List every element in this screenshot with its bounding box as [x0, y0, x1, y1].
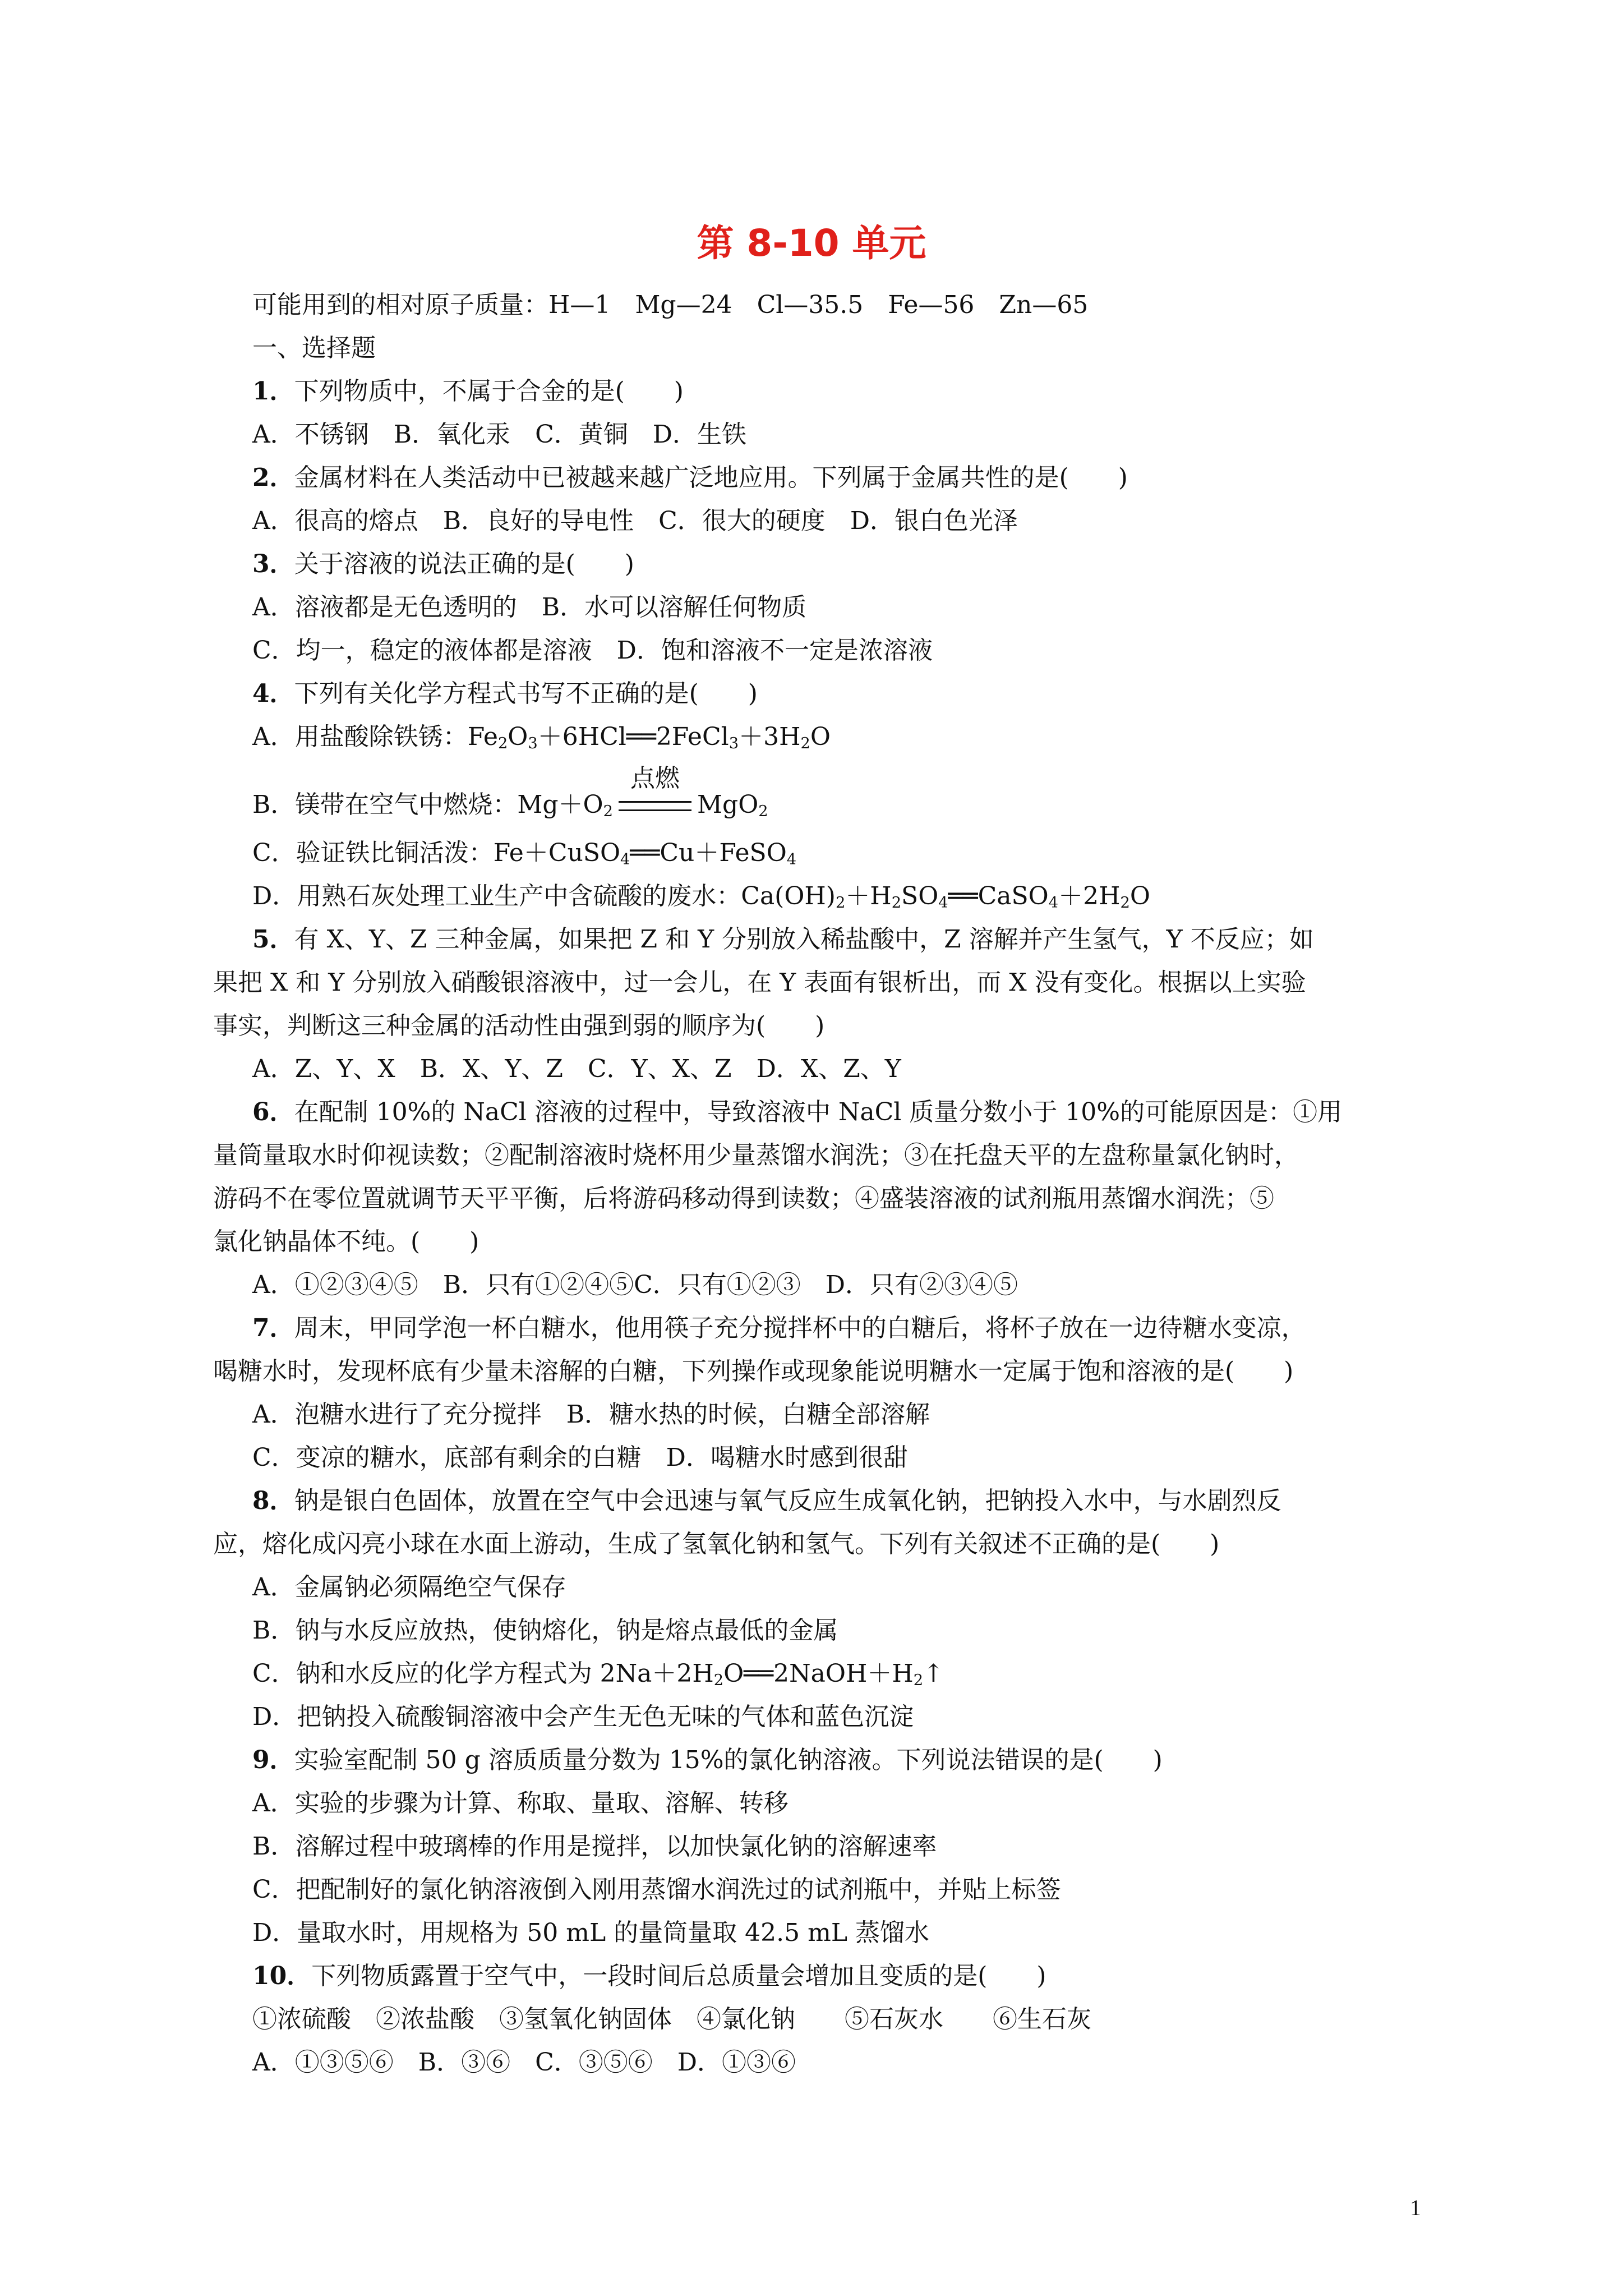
question-6-line-4: 氯化钠晶体不纯。( ) [213, 1227, 479, 1256]
question-number: 7． [252, 1314, 294, 1342]
question-1-options: A．不锈钢 B．氧化汞 C．黄铜 D．生铁 [252, 420, 747, 449]
question-8-line-2: 应，熔化成闪亮小球在水面上游动，生成了氢氧化钠和氢气。下列有关叙述不正确的是( ) [213, 1530, 1220, 1558]
question-6-line-2: 量筒量取水时仰视读数；②配制溶液时烧杯用少量蒸馏水润洗；③在托盘天平的左盘称量氯化钠时， [213, 1141, 1299, 1170]
question-text: 下列物质中，不属于合金的是( ) [294, 377, 684, 406]
equation-text: ＋6HCl══2FeCl [537, 723, 729, 751]
question-number: 1． [252, 377, 294, 406]
equation-text: A．用盐酸除铁锈：Fe [252, 723, 498, 751]
question-7-line-2: 喝糖水时，发现杯底有少量未溶解的白糖，下列操作或现象能说明糖水一定属于饱和溶液的是( ) [213, 1357, 1294, 1386]
question-number: 6． [252, 1098, 294, 1126]
question-7-line-1 [213, 1306, 1447, 1350]
question-number: 5． [252, 925, 294, 954]
double-line-equals [619, 801, 691, 811]
question-3-stem [213, 542, 1447, 586]
question-10-options: A．①③⑤⑥ B．③⑥ C．③⑤⑥ D．①③⑥ [252, 2048, 796, 2077]
reaction-condition-sign [619, 763, 691, 823]
page-title: 第 8-10 单元 [697, 222, 926, 265]
subscript: 3 [728, 735, 739, 752]
question-5-line-3: 事实，判断这三种金属的活动性由强到弱的顺序为( ) [213, 1011, 825, 1040]
question-4-option-d [213, 875, 1447, 918]
reaction-condition-label: 点燃 [630, 763, 680, 793]
subscript: 2 [891, 894, 902, 912]
question-text: 下列物质露置于空气中，一段时间后总质量会增加且变质的是( ) [311, 1962, 1046, 1990]
subscript: 2 [913, 1672, 924, 1689]
question-number: 9． [252, 1746, 294, 1774]
subscript: 2 [713, 1672, 724, 1689]
question-6-line-3: 游码不在零位置就调节天平平衡，后将游码移动得到读数；④盛装溶液的试剂瓶用蒸馏水润洗；⑤ [213, 1184, 1274, 1213]
atomic-masses-note: 可能用到的相对原子质量：H—1 Mg—24 Cl—35.5 Fe—56 Zn—65 [252, 291, 1089, 319]
question-5-options: A．Z、Y、X B．X、Y、Z C．Y、X、Z D．X、Z、Y [252, 1055, 901, 1083]
question-5-line-2: 果把 X 和 Y 分别放入硝酸银溶液中，过一会儿，在 Y 表面有银析出，而 X 没有变化。根据以上实验 [213, 968, 1306, 997]
equation-text: C．钠和水反应的化学方程式为 2Na＋2H [252, 1659, 714, 1688]
question-8-option-d: D．把钠投入硫酸铜溶液中会产生无色无味的气体和蓝色沉淀 [252, 1703, 914, 1731]
question-8-line-1 [213, 1479, 1447, 1522]
question-text: 有 X、Y、Z 三种金属，如果把 Z 和 Y 分别放入稀盐酸中，Z 溶解并产生氢气，Y 不反应；如 [294, 925, 1314, 954]
question-text: 周末，甲同学泡一杯白糖水，他用筷子充分搅拌杯中的白糖后，将杯子放在一边待糖水变凉， [294, 1314, 1306, 1342]
subscript: 2 [603, 803, 613, 820]
subscript: 2 [1120, 894, 1130, 912]
question-4-option-b [213, 758, 1447, 831]
question-6-options: A．①②③④⑤ B．只有①②④⑤C．只有①②③ D．只有②③④⑤ [252, 1271, 1018, 1299]
question-number: 2． [252, 463, 294, 492]
question-8-option-b: B．钠与水反应放热，使钠熔化，钠是熔点最低的金属 [252, 1616, 838, 1645]
subscript: 2 [835, 894, 846, 912]
equation-text: O [1129, 882, 1150, 910]
subscript: 2 [758, 803, 768, 820]
question-7-options-cd: C．变凉的糖水，底部有剩余的白糖 D．喝糖水时感到很甜 [252, 1443, 908, 1472]
question-4-option-a [213, 715, 1447, 758]
question-text: 在配制 10%的 NaCl 溶液的过程中，导致溶液中 NaCl 质量分数小于 10%的可能原因是：①用 [294, 1098, 1343, 1126]
equation-text: SO [901, 882, 939, 910]
question-number: 8． [252, 1487, 294, 1515]
question-3-options-ab: A．溶液都是无色透明的 B．水可以溶解任何物质 [252, 593, 807, 622]
question-8-option-c [213, 1652, 1447, 1695]
equation-text: ＋3H [739, 723, 801, 751]
equation-text: O══2NaOH＋H [723, 1659, 914, 1688]
question-number: 10． [252, 1962, 312, 1990]
subscript: 4 [786, 851, 797, 868]
exam-content [213, 283, 1447, 2084]
question-2-stem [213, 456, 1447, 499]
question-text: 关于溶液的说法正确的是( ) [294, 550, 634, 578]
question-text: 金属材料在人类活动中已被越来越广泛地应用。下列属于金属共性的是( ) [294, 463, 1128, 492]
up-arrow-icon: ↑ [923, 1659, 944, 1688]
equation-text: MgO [697, 790, 759, 819]
equation-text: B．镁带在空气中燃烧：Mg＋O [252, 790, 603, 819]
subscript: 4 [938, 894, 948, 912]
question-4-stem [213, 672, 1447, 715]
subscript: 2 [800, 735, 810, 752]
question-9-option-b: B．溶解过程中玻璃棒的作用是搅拌，以加快氯化钠的溶解速率 [252, 1832, 937, 1861]
question-4-option-c [213, 831, 1447, 875]
question-8-option-a: A．金属钠必须隔绝空气保存 [252, 1573, 566, 1602]
equation-text: C．验证铁比铜活泼：Fe＋CuSO [252, 839, 621, 867]
equation-text: ══Cu＋FeSO [630, 839, 787, 867]
section-heading: 一、选择题 [252, 334, 376, 362]
question-9-option-a: A．实验的步骤为计算、称取、量取、溶解、转移 [252, 1789, 789, 1818]
subscript: 4 [620, 851, 630, 868]
question-1-stem [213, 370, 1447, 413]
equation-text: ＋2H [1058, 882, 1121, 910]
equation-text: ══CaSO [948, 882, 1049, 910]
question-7-options-ab: A．泡糖水进行了充分搅拌 B．糖水热的时候，白糖全部溶解 [252, 1400, 930, 1429]
question-10-stem [213, 1954, 1447, 1998]
page-number: 1 [1410, 2195, 1421, 2220]
question-9-stem [213, 1738, 1447, 1782]
subscript: 4 [1048, 894, 1059, 912]
question-text: 钠是银白色固体，放置在空气中会迅速与氧气反应生成氧化钠，把钠投入水中，与水剧烈反 [294, 1487, 1281, 1515]
equation-text: D．用熟石灰处理工业生产中含硫酸的废水：Ca(OH) [252, 882, 836, 910]
question-text: 实验室配制 50 g 溶质质量分数为 15%的氯化钠溶液。下列说法错误的是( ) [294, 1746, 1163, 1774]
question-number: 4． [252, 679, 294, 708]
subscript: 2 [497, 735, 508, 752]
question-number: 3． [252, 550, 294, 578]
question-2-options: A．很高的熔点 B．良好的导电性 C．很大的硬度 D．银白色光泽 [252, 507, 1018, 535]
question-text: 下列有关化学方程式书写不正确的是( ) [294, 679, 758, 708]
question-10-items: ①浓硫酸 ②浓盐酸 ③氢氧化钠固体 ④氯化钠 ⑤石灰水 ⑥生石灰 [252, 2005, 1091, 2033]
equation-text: O [508, 723, 528, 751]
subscript: 3 [528, 735, 538, 752]
question-5-line-1 [213, 918, 1447, 961]
question-3-options-cd: C．均一，稳定的液体都是溶液 D．饱和溶液不一定是浓溶液 [252, 636, 933, 665]
question-9-option-d: D．量取水时，用规格为 50 mL 的量筒量取 42.5 mL 蒸馏水 [252, 1918, 930, 1947]
equation-text: O [810, 723, 831, 751]
question-6-line-1 [213, 1091, 1447, 1134]
equation-text: ＋H [845, 882, 892, 910]
question-9-option-c: C．把配制好的氯化钠溶液倒入刚用蒸馏水润洗过的试剂瓶中，并贴上标签 [252, 1875, 1061, 1904]
